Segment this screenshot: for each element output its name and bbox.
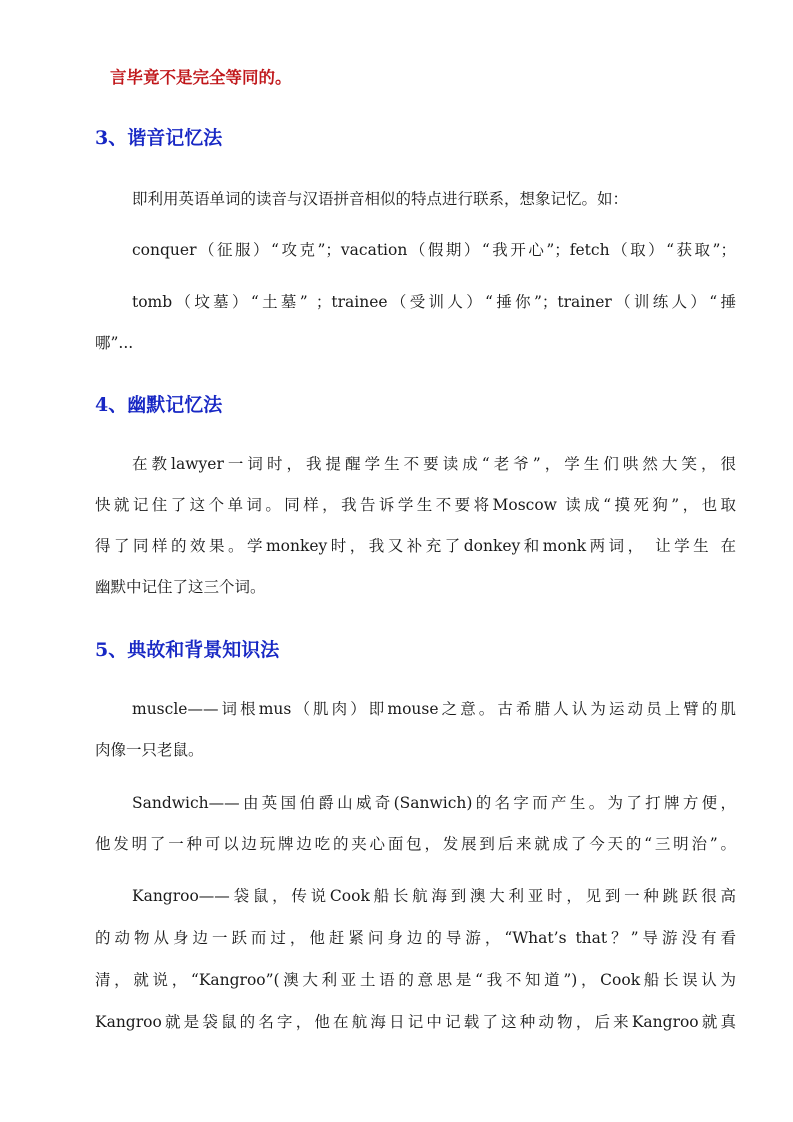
section-5-line-3: Sandwich——由英国伯爵山威奇(Sanwich)的名字而产生。为了打牌方便， bbox=[132, 794, 736, 812]
section-3-line-3: tomb（坟墓）“土墓” ；trainee（受训人）“捶你”；trainer（训练人）“捶 bbox=[132, 293, 736, 311]
section-5-line-8: Kangroo就是袋鼠的名字，他在航海日记中记载了这种动物，后来Kangroo就真 bbox=[95, 1013, 736, 1031]
section-4-line-1: 在教lawyer一词时，我提醒学生不要读成“老爷”，学生们哄然大笑，很 bbox=[132, 455, 736, 473]
section-5-line-6: 的动物从身边一跃而过，他赶紧问身边的导游，“What’s that？”导游没有看 bbox=[95, 929, 736, 947]
intro-line: 言毕竟不是完全等同的。 bbox=[110, 68, 292, 87]
section-3-heading: 3、谐音记忆法 bbox=[95, 127, 223, 149]
section-5-line-2: 肉像一只老鼠。 bbox=[95, 741, 204, 759]
section-3-line-2: conquer（征服）“攻克”；vacation（假期）“我开心”；fetch（取）“获取”； bbox=[132, 241, 736, 259]
section-5-line-4: 他发明了一种可以边玩牌边吃的夹心面包，发展到后来就成了今天的“三明治”。 bbox=[95, 835, 736, 853]
section-3-line-4: 哪”... bbox=[95, 334, 134, 352]
section-5-line-7: 清，就说，“Kangroo”(澳大利亚土语的意思是“我不知道”)，Cook船长误认为 bbox=[95, 971, 736, 989]
section-5-line-1: muscle——词根mus（肌肉）即mouse之意。古希腊人认为运动员上臂的肌 bbox=[132, 700, 736, 718]
section-5-heading: 5、典故和背景知识法 bbox=[95, 639, 280, 661]
section-5-line-5: Kangroo——袋鼠，传说Cook船长航海到澳大利亚时，见到一种跳跃很高 bbox=[132, 887, 736, 905]
section-4-line-2: 快就记住了这个单词。同样，我告诉学生不要将Moscow 读成“摸死狗”，也取 bbox=[95, 496, 736, 514]
section-4-line-3: 得了同样的效果。学monkey时，我又补充了donkey和monk两词， 让学生 在 bbox=[95, 537, 736, 555]
section-4-heading: 4、幽默记忆法 bbox=[95, 394, 223, 416]
section-4-line-4: 幽默中记住了这三个词。 bbox=[95, 578, 266, 596]
section-3-line-1: 即利用英语单词的读音与汉语拼音相似的特点进行联系，想象记忆。如： bbox=[132, 190, 629, 208]
